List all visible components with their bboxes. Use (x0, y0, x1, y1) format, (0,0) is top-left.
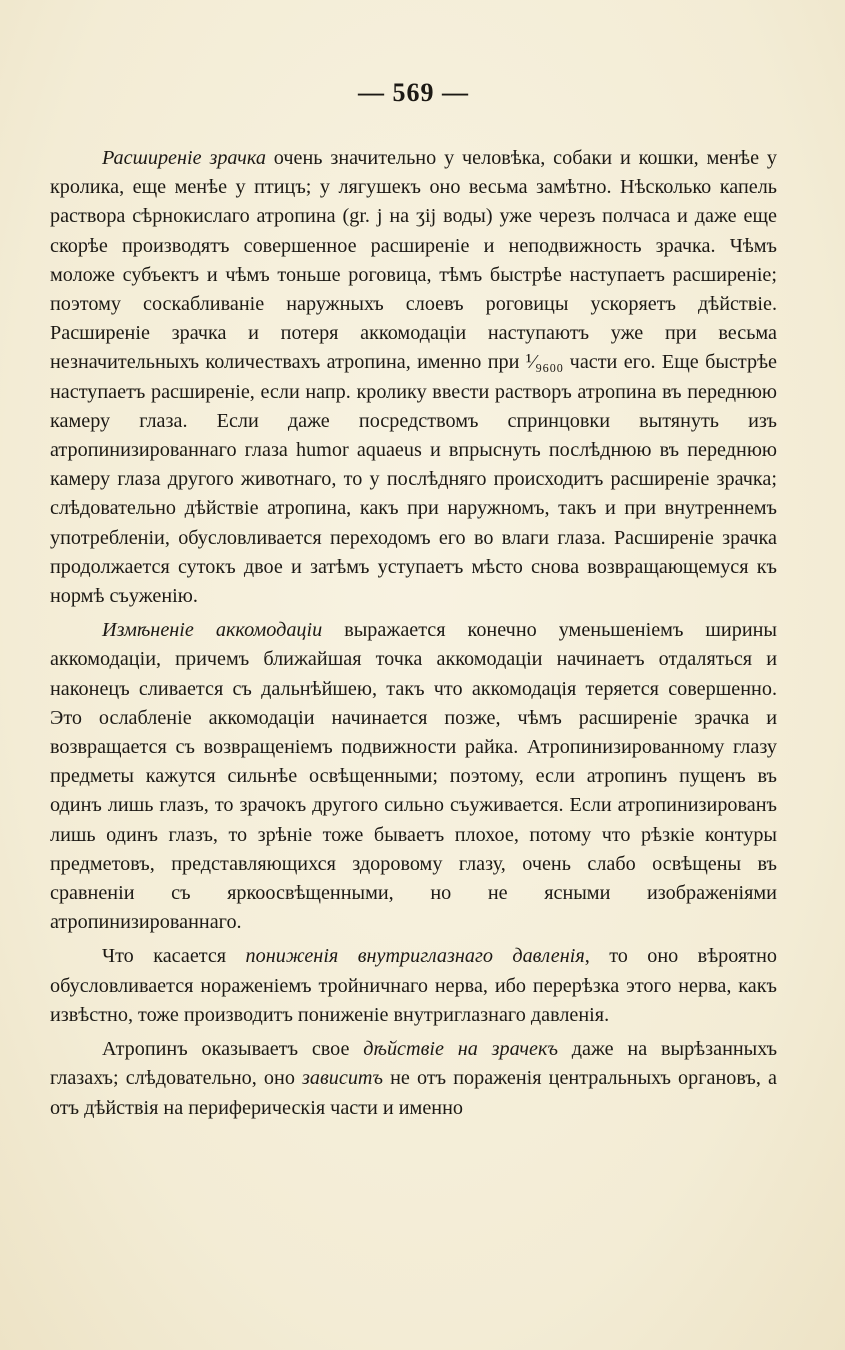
page-number: — 569 — (358, 78, 469, 107)
paragraph-4-lead: Атропинъ оказываетъ свое (102, 1038, 364, 1061)
paragraph-4 (50, 1035, 777, 1123)
paragraph-2-body: выражается конечно уменьшеніемъ ширины аккомодаціи, причемъ ближайшая точка аккомодаціи начинаетъ отдаляться и наконецъ сливается съ дальнѣйшею, такъ что аккомодація теряется совершенно. Это ослабленіе аккомодаціи начинается позже, чѣмъ расширеніе зрачка и возвращается съ возвращеніемъ подвижности райка. Атропинизированному глазу предметы кажутся сильнѣе освѣщенными; поэтому, если атропинъ пущенъ въ одинъ лишь глазъ, то зрачокъ другого сильно съуживается. Если атропинизированъ лишь одинъ глазъ, то зрѣніе тоже бываетъ плохое, потому что рѣзкіе контуры предметовъ, представляющихся здоровому глазу, очень слабо освѣщены въ сравненіи съ яркоосвѣщенными, но не ясными изображеніями атропинизированнаго. (50, 619, 778, 934)
paragraph-1-body: очень значительно у человѣка, собаки и кошки, менѣе у кролика, еще менѣе у птицъ; у лягушекъ оно весьма замѣтно. Нѣсколько капель раствора сѣрнокислаго атропина (gr. j на ʒij воды) уже черезъ полчаса и даже еще скорѣе производятъ совершенное расширеніе и неподвижность зрачка. Чѣмъ моложе субъектъ и чѣмъ тоньше роговица, тѣмъ быстрѣе наступаетъ расширеніе; поэтому соскабливаніе наружныхъ слоевъ роговицы ускоряетъ дѣйствіе. Расширеніе зрачка и потеря аккомодаціи наступаютъ уже при весьма незначительныхъ количествахъ атропина, именно при ¹⁄₉₆₀₀ части его. Еще быстрѣе наступаетъ расширеніе, если напр. кролику ввести растворъ атропина въ переднюю камеру глаза. Если даже посредствомъ спринцовки вытянуть изъ атропинизированнаго глаза humor aquaeus и впрыснуть послѣднюю въ переднюю камеру глаза другого животнаго, то у послѣдняго происходитъ расширеніе зрачка; слѣдовательно дѣйствіе атропина, какъ при наружномъ, такъ и при внутреннемъ употребленіи, обусловливается переходомъ его во влаги глаза. Расширеніе зрачка продолжается сутокъ двое и затѣмъ уступаетъ мѣсто снова возвращающемуся къ нормѣ съуженію. (50, 147, 777, 608)
paragraph-4-emphasis-1: дѣйствіе на зрачекъ (363, 1038, 558, 1061)
paragraph-2-heading: Измѣненіе аккомодаціи (102, 619, 323, 642)
paragraph-3-emphasis: пониженія внутриглазнаго давленія (245, 945, 585, 968)
paragraph-1-heading: Расширеніе зрачка (102, 147, 266, 169)
paragraph-3-body: , то оно вѣроятно обусловливается нораженіемъ тройничнаго нерва, ибо перерѣзка этого нерва, какъ извѣстно, тоже производитъ пониженіе внутриглазнаго давленія. (50, 945, 777, 1026)
paragraph-1 (50, 144, 777, 611)
paragraph-4-body: не отъ пораженія центральныхъ органовъ, а отъ дѣйствія на периферическія части и именно (50, 1067, 777, 1119)
paragraph-3-lead: Что касается (102, 945, 246, 968)
paragraph-3 (50, 942, 777, 1030)
paragraph-4-middle: даже на вырѣзанныхъ глазахъ; слѣдовательно, оно (50, 1038, 778, 1090)
body-text (50, 144, 777, 1123)
paragraph-2 (50, 616, 777, 937)
paragraph-4-emphasis-2: зависитъ (302, 1067, 383, 1090)
